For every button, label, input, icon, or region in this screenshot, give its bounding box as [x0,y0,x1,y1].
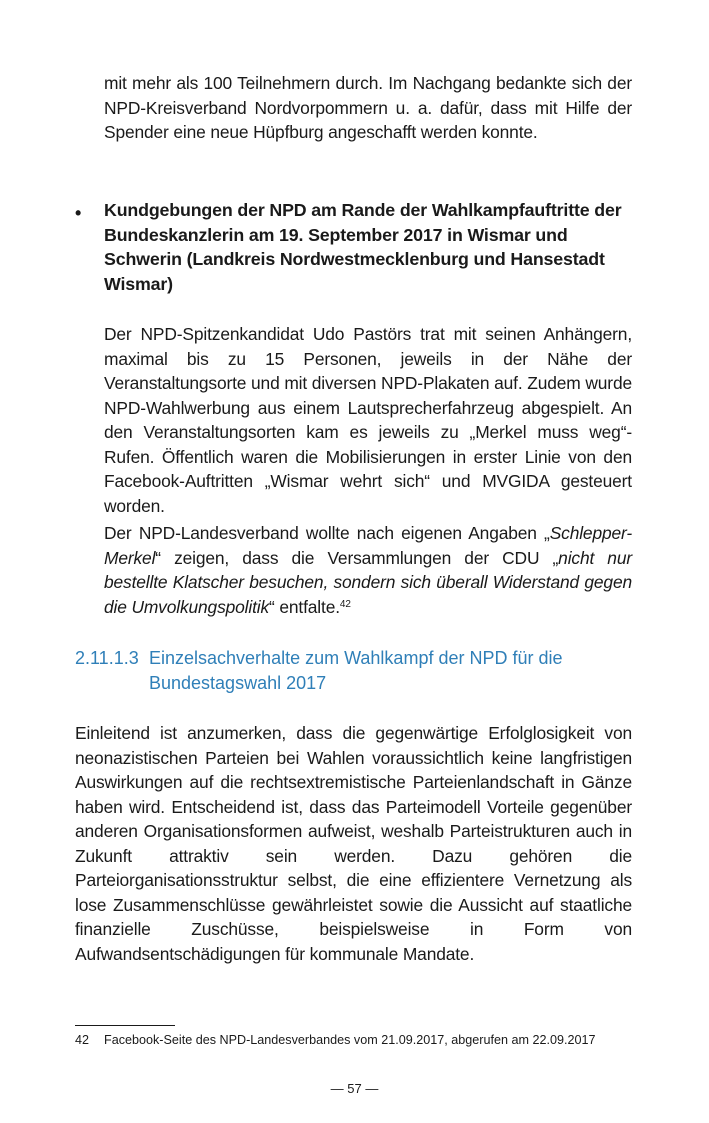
para2-italic-1: Schlepper-Merkel [104,523,632,568]
page-number: — 57 — [330,1081,379,1096]
continued-paragraph: mit mehr als 100 Teilnehmern durch. Im Nachgang bedankte sich der NPD-Kreisverband Nordvorpommern u. a. dafür, dass mit Hilfe der Spender eine neue Hüpfburg angeschafft werden konnte. [104,73,632,142]
bullet-heading: Kundgebungen der NPD am Rande der Wahlkampfauftritte der Bundeskanzlerin am 19. September 2017 in Wismar und Schwerin (Landkreis Nordwestmecklenburg und Hansestadt Wismar) [104,200,622,294]
body-paragraph: Einleitend ist anzumerken, dass die gegenwärtige Erfolglosigkeit von neonazistischen Parteien bei Wahlen voraussichtlich keine langfristigen Auswirkungen auf die rechtsextremistische Parteienlandschaft in Gänze haben wird. Entscheidend ist, dass das Parteimodell Vorteile gegenüber anderen Organisationsformen aufweist, weshalb Parteistrukturen auch in Zukunft attraktiv sein werden. Dazu gehören die Parteiorganisationsstruktur selbst, die eine effizientere Vernetzung als lose Zusammenschlüsse gewährleistet sowie die Aussicht auf staatliche finanzielle Zuschüsse, beispielsweise in Form von Aufwandsentschädigungen für kommunale Mandate. [75,723,632,964]
para2-text-3: “ entfalte. [269,596,340,617]
para2-italic-2: nicht nur bestellte Klatscher besuchen, sondern sich überall Widerstand gegen die Umvolkungspolitik [104,547,632,617]
section-number: 2.11.1.3 [75,648,139,668]
footnote-reference: 42 [339,598,351,610]
footnote-number: 42 [75,1033,90,1047]
footnote-text: Facebook-Seite des NPD-Landesverbandes vom 21.09.2017, abgerufen am 22.09.2017 [104,1033,596,1047]
footnote-divider [75,1025,175,1026]
bullet-point: • [75,203,82,223]
para2-text-1: Der NPD-Landesverband wollte nach eigenen Angaben „ [104,523,550,543]
section-title: Einzelsachverhalte zum Wahlkampf der NPD für die Bundestagswahl 2017 [149,648,563,693]
bullet-paragraph-1: Der NPD-Spitzenkandidat Udo Pastörs trat mit seinen Anhängern, maximal bis zu 15 Personen, jeweils in der Nähe der Veranstaltungsorte und mit diversen NPD-Plakaten auf. Zudem wurde NPD-Wahlwerbung aus einem Lautsprecherfahrzeug abgespielt. An den Veranstaltungsorten kam es jeweils zu „Merkel muss weg“-Rufen. Öffentlich waren die Mobilisierungen in erster Linie von den Facebook-Auftritten „Wismar wehrt sich“ und MVGIDA gesteuert worden. [104,324,632,516]
bullet-paragraph-2 [104,521,632,619]
para2-text-2: “ zeigen, dass die Versammlungen der CDU „ [155,547,559,568]
